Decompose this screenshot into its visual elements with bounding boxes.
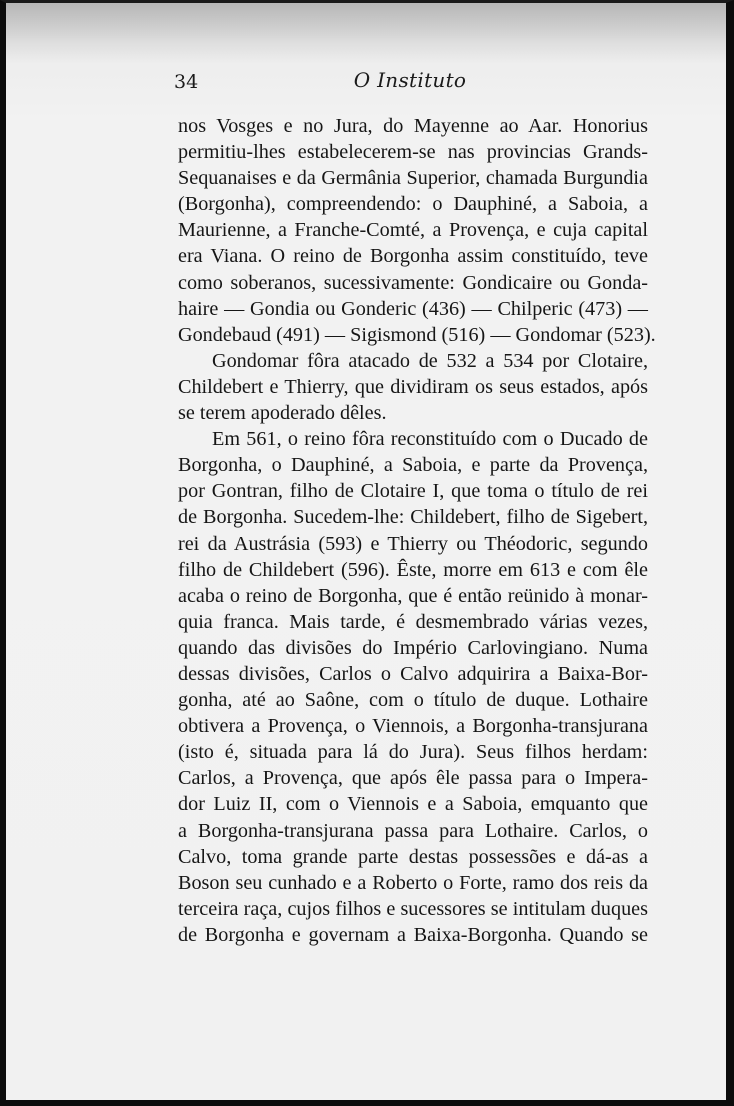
text-line: obtivera a Provença, o Viennois, a Borgonha-transjurana (178, 715, 648, 738)
text-line: Maurienne, a Franche-Comté, a Provença, e cuja capital (178, 219, 648, 242)
scan-shadow (6, 3, 726, 63)
text-line: Calvo, toma grande parte destas possessões e dá-as a (178, 845, 648, 868)
text-line: de Borgonha e governam a Baixa-Borgonha. Quando se (178, 923, 648, 946)
text-line: Gondomar fôra atacado de 532 a 534 por Clotaire, (212, 349, 648, 372)
text-line: quando das divisões do Império Carlovingiano. Numa (178, 636, 648, 659)
text-line: (Borgonha), compreendendo: o Dauphiné, a Saboia, a (178, 193, 648, 216)
text-line: permitiu-lhes estabelecerem-se nas provincias Grands- (178, 141, 648, 164)
body-text (178, 113, 656, 948)
text-line: filho de Childebert (596). Êste, morre em 613 e com êle (178, 558, 648, 581)
text-line: quia franca. Mais tarde, é desmembrado várias vezes, (178, 610, 648, 633)
running-title: O Instituto (353, 68, 467, 92)
text-line: Gondebaud (491) — Sigismond (516) — Gondomar (523). (178, 323, 656, 346)
text-line: dor Luiz II, com o Viennois e a Saboia, emquanto que (178, 793, 648, 816)
text-line: haire — Gondia ou Gonderic (436) — Chilperic (473) — (178, 297, 648, 320)
page-number: 34 (174, 71, 199, 93)
text-line: Borgonha, o Dauphiné, a Saboia, e parte da Provença, (178, 454, 648, 477)
text-line: gonha, até ao Saône, com o título de duque. Lothaire (178, 689, 648, 712)
text-line: acaba o reino de Borgonha, que é então reünido à monar- (178, 584, 648, 607)
page-header (172, 65, 648, 95)
text-line: Em 561, o reino fôra reconstituído com o Ducado de (212, 428, 648, 451)
text-line: nos Vosges e no Jura, do Mayenne ao Aar. Honorius (178, 115, 648, 137)
paragraph-2 (178, 348, 648, 426)
text-line: se terem apoderado dêles. (178, 402, 387, 425)
text-line: Childebert e Thierry, que dividiram os seus estados, após (178, 375, 648, 398)
text-line: rei da Austrásia (593) e Thierry ou Théodoric, segundo (178, 532, 648, 555)
paragraph-1 (178, 113, 656, 348)
text-line: (isto é, situada para lá do Jura). Seus filhos herdam: (178, 741, 648, 764)
text-line: a Borgonha-transjurana passa para Lothaire. Carlos, o (178, 819, 648, 842)
text-line: de Borgonha. Sucedem-lhe: Childebert, filho de Sigebert, (178, 506, 648, 529)
text-line: como soberanos, sucessivamente: Gondicaire ou Gonda- (178, 271, 648, 294)
paragraph-3 (178, 426, 648, 948)
text-line: dessas divisões, Carlos o Calvo adquirira a Baixa-Bor- (178, 662, 648, 685)
text-line: por Gontran, filho de Clotaire I, que toma o título de rei (178, 480, 648, 503)
text-line: Carlos, a Provença, que após êle passa para o Impera- (178, 767, 648, 790)
text-line: era Viana. O reino de Borgonha assim constituído, teve (178, 245, 648, 268)
text-line: terceira raça, cujos filhos e sucessores se intitulam duques (178, 897, 648, 920)
text-line: Sequanaises e da Germânia Superior, chamada Burgundia (178, 167, 648, 190)
text-line: Boson seu cunhado e a Roberto o Forte, ramo dos reis da (178, 871, 648, 894)
